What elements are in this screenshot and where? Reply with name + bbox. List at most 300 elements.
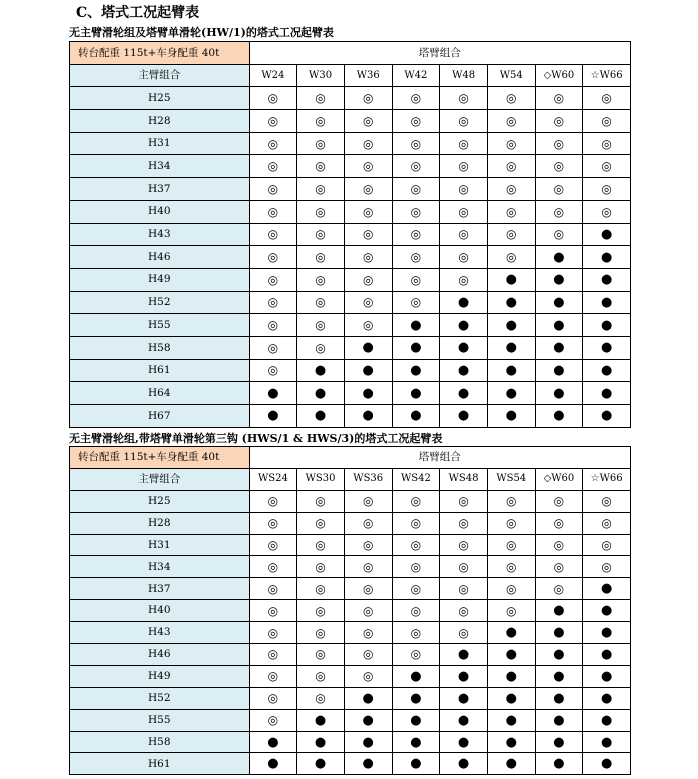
double-circle-icon: ◎	[535, 200, 583, 223]
double-circle-icon: ◎	[487, 155, 535, 178]
filled-circle-icon: ●	[535, 600, 583, 622]
double-circle-icon: ◎	[440, 246, 488, 269]
filled-circle-icon: ●	[344, 405, 392, 428]
filled-circle-icon: ●	[440, 709, 488, 731]
double-circle-icon: ◎	[297, 291, 345, 314]
filled-circle-icon: ●	[535, 359, 583, 382]
filled-circle-icon: ●	[487, 687, 535, 709]
filled-circle-icon: ●	[440, 405, 488, 428]
filled-circle-icon: ●	[535, 246, 583, 269]
table-row	[70, 578, 631, 600]
double-circle-icon: ◎	[487, 178, 535, 201]
double-circle-icon: ◎	[535, 578, 583, 600]
filled-circle-icon: ●	[583, 600, 631, 622]
filled-circle-icon: ●	[440, 687, 488, 709]
double-circle-icon: ◎	[535, 512, 583, 534]
row-label: H52	[70, 291, 250, 314]
page-title: C、塔式工况起臂表	[76, 5, 200, 21]
double-circle-icon: ◎	[249, 512, 297, 534]
filled-circle-icon: ●	[487, 644, 535, 666]
filled-circle-icon: ●	[535, 687, 583, 709]
filled-circle-icon: ●	[249, 405, 297, 428]
double-circle-icon: ◎	[487, 512, 535, 534]
double-circle-icon: ◎	[392, 556, 440, 578]
double-circle-icon: ◎	[440, 268, 488, 291]
double-circle-icon: ◎	[583, 110, 631, 133]
double-circle-icon: ◎	[249, 490, 297, 512]
double-circle-icon: ◎	[249, 178, 297, 201]
double-circle-icon: ◎	[392, 578, 440, 600]
double-circle-icon: ◎	[535, 534, 583, 556]
row-label: H40	[70, 200, 250, 223]
double-circle-icon: ◎	[249, 155, 297, 178]
double-circle-icon: ◎	[344, 268, 392, 291]
filled-circle-icon: ●	[487, 268, 535, 291]
column-header: ☆W66	[583, 64, 631, 87]
double-circle-icon: ◎	[440, 490, 488, 512]
double-circle-icon: ◎	[583, 155, 631, 178]
row-label: H25	[70, 87, 250, 110]
double-circle-icon: ◎	[583, 200, 631, 223]
filled-circle-icon: ●	[392, 731, 440, 753]
double-circle-icon: ◎	[344, 644, 392, 666]
double-circle-icon: ◎	[392, 644, 440, 666]
double-circle-icon: ◎	[487, 600, 535, 622]
filled-circle-icon: ●	[535, 665, 583, 687]
group-header: 塔臂组合	[249, 42, 630, 65]
row-label: H61	[70, 359, 250, 382]
row-label: H55	[70, 314, 250, 337]
row-label: H49	[70, 665, 250, 687]
table-row	[70, 512, 631, 534]
row-label: H37	[70, 178, 250, 201]
double-circle-icon: ◎	[249, 336, 297, 359]
filled-circle-icon: ●	[392, 405, 440, 428]
double-circle-icon: ◎	[440, 512, 488, 534]
double-circle-icon: ◎	[440, 87, 488, 110]
filled-circle-icon: ●	[249, 753, 297, 775]
column-header: ☆W66	[583, 468, 631, 490]
row-label: H28	[70, 512, 250, 534]
table-row	[70, 268, 631, 291]
double-circle-icon: ◎	[440, 556, 488, 578]
double-circle-icon: ◎	[297, 178, 345, 201]
filled-circle-icon: ●	[344, 359, 392, 382]
double-circle-icon: ◎	[344, 314, 392, 337]
double-circle-icon: ◎	[297, 246, 345, 269]
filled-circle-icon: ●	[344, 709, 392, 731]
filled-circle-icon: ●	[392, 687, 440, 709]
double-circle-icon: ◎	[344, 246, 392, 269]
filled-circle-icon: ●	[297, 709, 345, 731]
double-circle-icon: ◎	[344, 87, 392, 110]
row-label: H43	[70, 622, 250, 644]
double-circle-icon: ◎	[487, 87, 535, 110]
double-circle-icon: ◎	[392, 178, 440, 201]
table-2	[69, 446, 631, 775]
filled-circle-icon: ●	[487, 405, 535, 428]
double-circle-icon: ◎	[344, 534, 392, 556]
row-label: H46	[70, 644, 250, 666]
filled-circle-icon: ●	[583, 622, 631, 644]
double-circle-icon: ◎	[440, 110, 488, 133]
double-circle-icon: ◎	[249, 622, 297, 644]
double-circle-icon: ◎	[297, 314, 345, 337]
filled-circle-icon: ●	[440, 359, 488, 382]
column-header: W48	[440, 64, 488, 87]
filled-circle-icon: ●	[583, 223, 631, 246]
table-row	[70, 359, 631, 382]
double-circle-icon: ◎	[249, 246, 297, 269]
filled-circle-icon: ●	[344, 382, 392, 405]
filled-circle-icon: ●	[487, 382, 535, 405]
double-circle-icon: ◎	[344, 110, 392, 133]
double-circle-icon: ◎	[344, 600, 392, 622]
filled-circle-icon: ●	[583, 291, 631, 314]
filled-circle-icon: ●	[440, 753, 488, 775]
filled-circle-icon: ●	[583, 578, 631, 600]
double-circle-icon: ◎	[487, 223, 535, 246]
double-circle-icon: ◎	[249, 600, 297, 622]
filled-circle-icon: ●	[297, 753, 345, 775]
double-circle-icon: ◎	[249, 314, 297, 337]
double-circle-icon: ◎	[535, 178, 583, 201]
row-label: H61	[70, 753, 250, 775]
double-circle-icon: ◎	[344, 132, 392, 155]
column-header: WS48	[440, 468, 488, 490]
double-circle-icon: ◎	[344, 578, 392, 600]
table-row	[70, 600, 631, 622]
table-row	[70, 178, 631, 201]
row-label: H25	[70, 490, 250, 512]
double-circle-icon: ◎	[297, 200, 345, 223]
double-circle-icon: ◎	[249, 87, 297, 110]
double-circle-icon: ◎	[249, 556, 297, 578]
filled-circle-icon: ●	[392, 709, 440, 731]
filled-circle-icon: ●	[392, 382, 440, 405]
table-1	[69, 41, 631, 428]
column-header: WS30	[297, 468, 345, 490]
double-circle-icon: ◎	[297, 268, 345, 291]
table-row	[70, 382, 631, 405]
table-row	[70, 132, 631, 155]
row-label: H58	[70, 336, 250, 359]
filled-circle-icon: ●	[297, 405, 345, 428]
table-row	[70, 534, 631, 556]
double-circle-icon: ◎	[392, 155, 440, 178]
column-header: W54	[487, 64, 535, 87]
table-row	[70, 753, 631, 775]
filled-circle-icon: ●	[535, 753, 583, 775]
double-circle-icon: ◎	[297, 622, 345, 644]
double-circle-icon: ◎	[535, 556, 583, 578]
double-circle-icon: ◎	[487, 132, 535, 155]
double-circle-icon: ◎	[392, 600, 440, 622]
row-label: H31	[70, 534, 250, 556]
filled-circle-icon: ●	[487, 291, 535, 314]
double-circle-icon: ◎	[297, 687, 345, 709]
double-circle-icon: ◎	[487, 200, 535, 223]
row-label: H67	[70, 405, 250, 428]
double-circle-icon: ◎	[583, 556, 631, 578]
table-row	[70, 405, 631, 428]
double-circle-icon: ◎	[487, 110, 535, 133]
double-circle-icon: ◎	[249, 291, 297, 314]
double-circle-icon: ◎	[344, 665, 392, 687]
double-circle-icon: ◎	[297, 87, 345, 110]
filled-circle-icon: ●	[440, 731, 488, 753]
filled-circle-icon: ●	[297, 359, 345, 382]
double-circle-icon: ◎	[440, 223, 488, 246]
double-circle-icon: ◎	[249, 110, 297, 133]
double-circle-icon: ◎	[249, 644, 297, 666]
table-row	[70, 709, 631, 731]
row-label: H40	[70, 600, 250, 622]
row-label: H37	[70, 578, 250, 600]
table-row	[70, 731, 631, 753]
double-circle-icon: ◎	[297, 155, 345, 178]
filled-circle-icon: ●	[392, 753, 440, 775]
double-circle-icon: ◎	[344, 200, 392, 223]
config-label: 转台配重 115t+车身配重 40t	[70, 447, 250, 469]
row-header: 主臂组合	[70, 64, 250, 87]
row-label: H34	[70, 155, 250, 178]
row-label: H49	[70, 268, 250, 291]
double-circle-icon: ◎	[583, 490, 631, 512]
double-circle-icon: ◎	[297, 600, 345, 622]
double-circle-icon: ◎	[297, 534, 345, 556]
double-circle-icon: ◎	[249, 534, 297, 556]
filled-circle-icon: ●	[440, 291, 488, 314]
double-circle-icon: ◎	[440, 600, 488, 622]
double-circle-icon: ◎	[535, 490, 583, 512]
double-circle-icon: ◎	[344, 490, 392, 512]
column-header: W30	[297, 64, 345, 87]
column-header: W24	[249, 64, 297, 87]
double-circle-icon: ◎	[392, 512, 440, 534]
filled-circle-icon: ●	[535, 268, 583, 291]
config-label: 转台配重 115t+车身配重 40t	[70, 42, 250, 65]
double-circle-icon: ◎	[297, 665, 345, 687]
filled-circle-icon: ●	[583, 644, 631, 666]
filled-circle-icon: ●	[487, 359, 535, 382]
filled-circle-icon: ●	[249, 731, 297, 753]
table-row	[70, 246, 631, 269]
filled-circle-icon: ●	[344, 687, 392, 709]
double-circle-icon: ◎	[392, 622, 440, 644]
filled-circle-icon: ●	[583, 382, 631, 405]
row-label: H46	[70, 246, 250, 269]
row-label: H52	[70, 687, 250, 709]
table-row	[70, 87, 631, 110]
double-circle-icon: ◎	[249, 359, 297, 382]
double-circle-icon: ◎	[487, 246, 535, 269]
column-header: WS54	[487, 468, 535, 490]
filled-circle-icon: ●	[583, 753, 631, 775]
double-circle-icon: ◎	[249, 578, 297, 600]
double-circle-icon: ◎	[249, 709, 297, 731]
double-circle-icon: ◎	[297, 490, 345, 512]
double-circle-icon: ◎	[535, 223, 583, 246]
filled-circle-icon: ●	[344, 753, 392, 775]
filled-circle-icon: ●	[583, 359, 631, 382]
double-circle-icon: ◎	[297, 578, 345, 600]
filled-circle-icon: ●	[535, 405, 583, 428]
filled-circle-icon: ●	[583, 246, 631, 269]
filled-circle-icon: ●	[583, 336, 631, 359]
table-row	[70, 490, 631, 512]
double-circle-icon: ◎	[249, 268, 297, 291]
double-circle-icon: ◎	[440, 132, 488, 155]
table-row	[70, 556, 631, 578]
double-circle-icon: ◎	[440, 622, 488, 644]
row-label: H64	[70, 382, 250, 405]
double-circle-icon: ◎	[297, 223, 345, 246]
row-label: H28	[70, 110, 250, 133]
filled-circle-icon: ●	[249, 382, 297, 405]
config-row	[70, 447, 631, 469]
filled-circle-icon: ●	[392, 336, 440, 359]
double-circle-icon: ◎	[392, 246, 440, 269]
filled-circle-icon: ●	[535, 336, 583, 359]
group-header: 塔臂组合	[249, 447, 630, 469]
filled-circle-icon: ●	[297, 382, 345, 405]
filled-circle-icon: ●	[487, 314, 535, 337]
filled-circle-icon: ●	[535, 644, 583, 666]
table-row	[70, 223, 631, 246]
filled-circle-icon: ●	[392, 359, 440, 382]
double-circle-icon: ◎	[392, 87, 440, 110]
double-circle-icon: ◎	[392, 534, 440, 556]
filled-circle-icon: ●	[392, 665, 440, 687]
double-circle-icon: ◎	[583, 512, 631, 534]
double-circle-icon: ◎	[583, 87, 631, 110]
filled-circle-icon: ●	[535, 622, 583, 644]
filled-circle-icon: ●	[344, 336, 392, 359]
double-circle-icon: ◎	[297, 132, 345, 155]
column-header: WS36	[344, 468, 392, 490]
filled-circle-icon: ●	[297, 731, 345, 753]
row-label: H55	[70, 709, 250, 731]
filled-circle-icon: ●	[535, 314, 583, 337]
filled-circle-icon: ●	[535, 291, 583, 314]
filled-circle-icon: ●	[440, 314, 488, 337]
filled-circle-icon: ●	[583, 405, 631, 428]
double-circle-icon: ◎	[392, 268, 440, 291]
double-circle-icon: ◎	[440, 200, 488, 223]
table-row	[70, 665, 631, 687]
double-circle-icon: ◎	[297, 110, 345, 133]
filled-circle-icon: ●	[535, 709, 583, 731]
double-circle-icon: ◎	[440, 578, 488, 600]
filled-circle-icon: ●	[344, 731, 392, 753]
table-row	[70, 622, 631, 644]
filled-circle-icon: ●	[583, 731, 631, 753]
column-header-row	[70, 468, 631, 490]
double-circle-icon: ◎	[344, 291, 392, 314]
double-circle-icon: ◎	[487, 556, 535, 578]
double-circle-icon: ◎	[344, 556, 392, 578]
filled-circle-icon: ●	[583, 709, 631, 731]
double-circle-icon: ◎	[392, 200, 440, 223]
double-circle-icon: ◎	[297, 336, 345, 359]
filled-circle-icon: ●	[487, 622, 535, 644]
double-circle-icon: ◎	[392, 132, 440, 155]
double-circle-icon: ◎	[249, 132, 297, 155]
filled-circle-icon: ●	[440, 644, 488, 666]
double-circle-icon: ◎	[583, 132, 631, 155]
table-row	[70, 687, 631, 709]
table-row	[70, 644, 631, 666]
row-header: 主臂组合	[70, 468, 250, 490]
filled-circle-icon: ●	[535, 731, 583, 753]
filled-circle-icon: ●	[487, 336, 535, 359]
column-header: W36	[344, 64, 392, 87]
table-row	[70, 200, 631, 223]
row-label: H58	[70, 731, 250, 753]
double-circle-icon: ◎	[344, 512, 392, 534]
column-header: WS42	[392, 468, 440, 490]
double-circle-icon: ◎	[392, 291, 440, 314]
double-circle-icon: ◎	[344, 178, 392, 201]
filled-circle-icon: ●	[535, 382, 583, 405]
double-circle-icon: ◎	[344, 155, 392, 178]
table-2-title: 无主臂滑轮组,带塔臂单滑轮第三钩 (HWS/1 & HWS/3)的塔式工况起臂表	[69, 432, 443, 445]
double-circle-icon: ◎	[535, 87, 583, 110]
row-label: H31	[70, 132, 250, 155]
filled-circle-icon: ●	[440, 665, 488, 687]
table-row	[70, 336, 631, 359]
double-circle-icon: ◎	[487, 578, 535, 600]
double-circle-icon: ◎	[583, 178, 631, 201]
table-row	[70, 155, 631, 178]
double-circle-icon: ◎	[535, 155, 583, 178]
double-circle-icon: ◎	[392, 490, 440, 512]
table-row	[70, 314, 631, 337]
filled-circle-icon: ●	[487, 665, 535, 687]
double-circle-icon: ◎	[344, 223, 392, 246]
double-circle-icon: ◎	[249, 200, 297, 223]
filled-circle-icon: ●	[583, 687, 631, 709]
filled-circle-icon: ●	[583, 268, 631, 291]
filled-circle-icon: ●	[583, 665, 631, 687]
filled-circle-icon: ●	[392, 314, 440, 337]
column-header: W42	[392, 64, 440, 87]
double-circle-icon: ◎	[440, 155, 488, 178]
double-circle-icon: ◎	[297, 644, 345, 666]
column-header: WS24	[249, 468, 297, 490]
double-circle-icon: ◎	[487, 534, 535, 556]
double-circle-icon: ◎	[249, 665, 297, 687]
double-circle-icon: ◎	[440, 178, 488, 201]
column-header: ◇W60	[535, 64, 583, 87]
table-1-title: 无主臂滑轮组及塔臂单滑轮(HW/1)的塔式工况起臂表	[69, 26, 334, 39]
double-circle-icon: ◎	[487, 490, 535, 512]
row-label: H34	[70, 556, 250, 578]
double-circle-icon: ◎	[583, 534, 631, 556]
filled-circle-icon: ●	[487, 731, 535, 753]
table-row	[70, 291, 631, 314]
column-header: ◇W60	[535, 468, 583, 490]
double-circle-icon: ◎	[297, 556, 345, 578]
double-circle-icon: ◎	[440, 534, 488, 556]
table-row	[70, 110, 631, 133]
config-row	[70, 42, 631, 65]
double-circle-icon: ◎	[297, 512, 345, 534]
double-circle-icon: ◎	[392, 223, 440, 246]
double-circle-icon: ◎	[392, 110, 440, 133]
double-circle-icon: ◎	[535, 110, 583, 133]
